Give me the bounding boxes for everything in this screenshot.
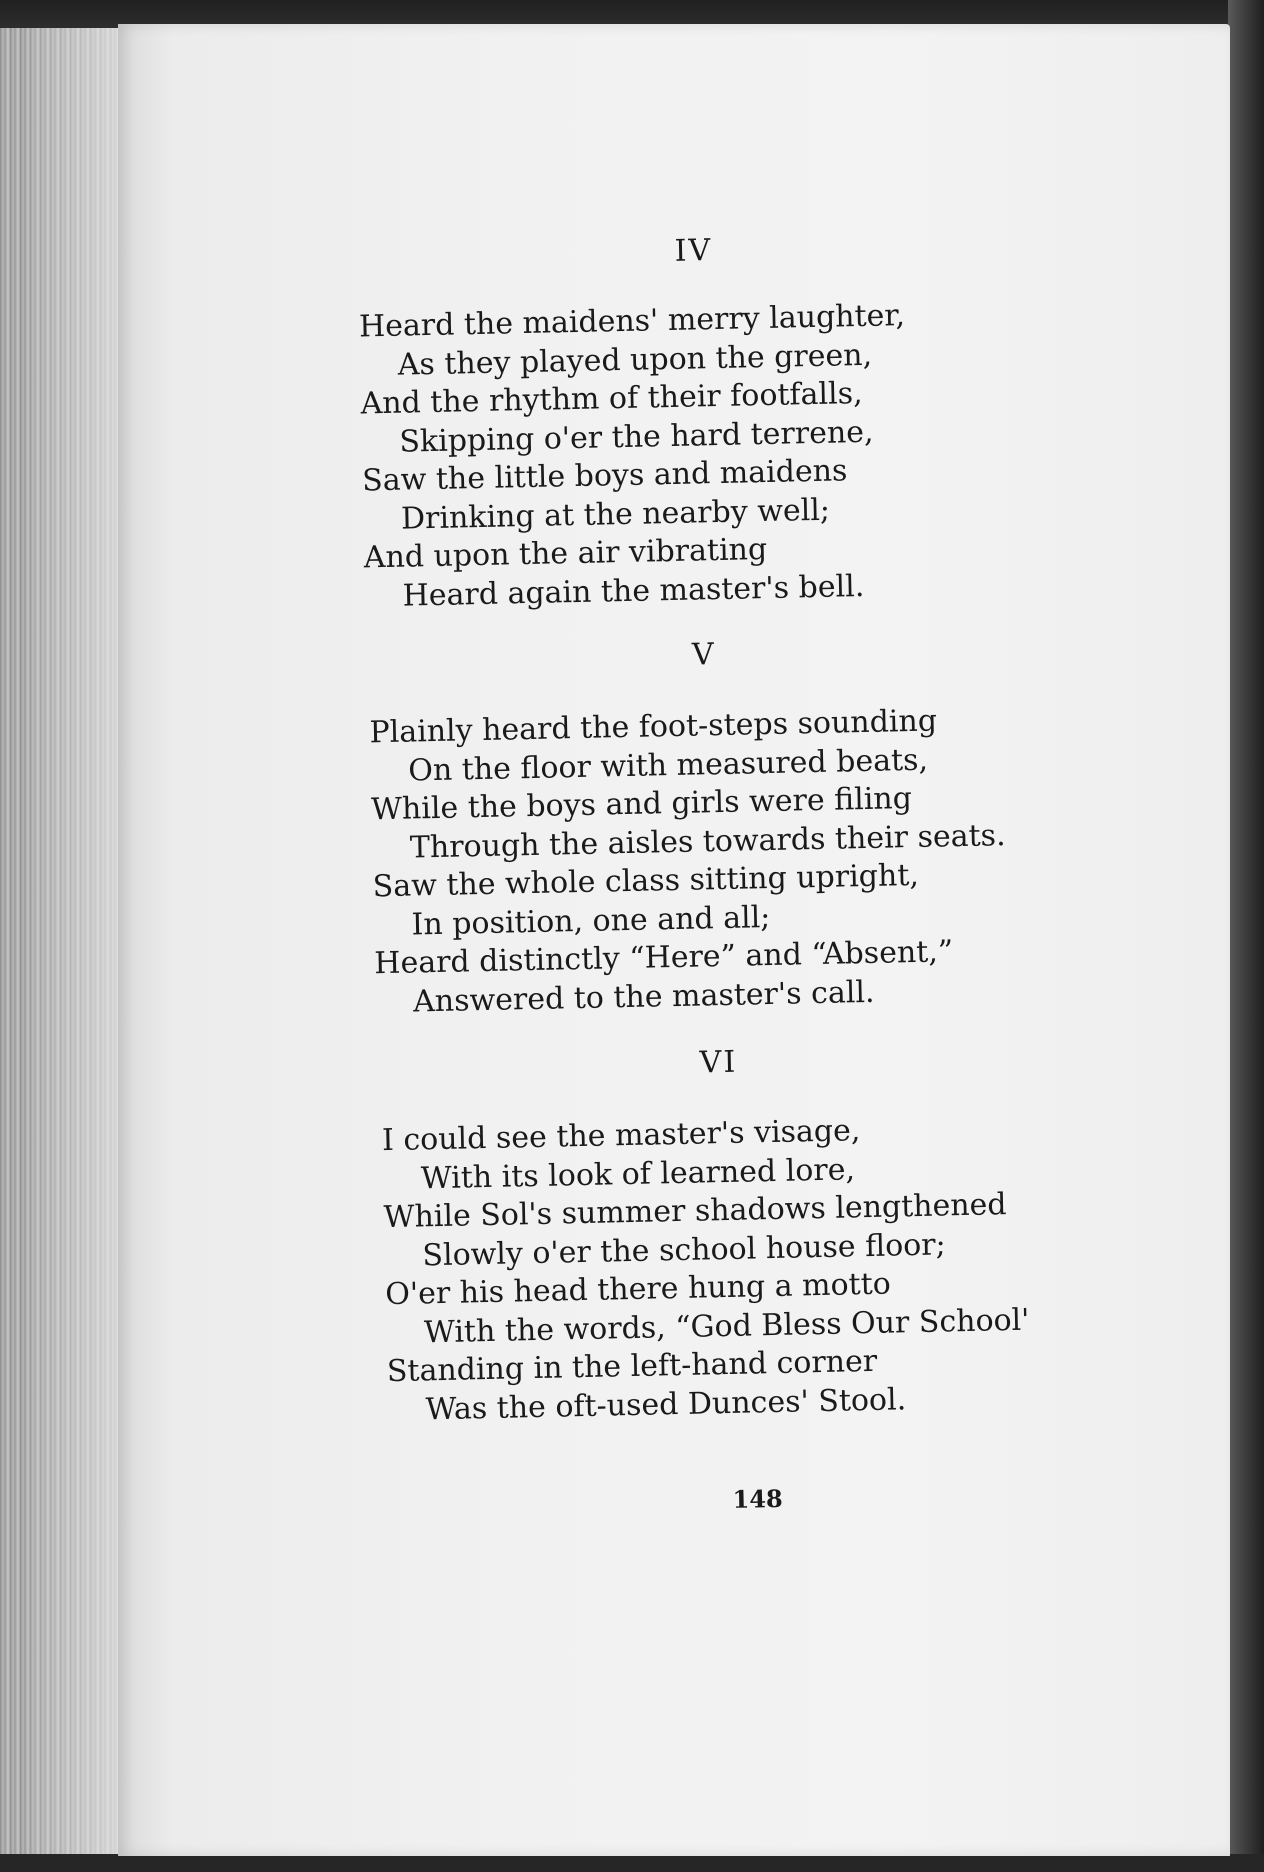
stanza-vi	[382, 1109, 1032, 1430]
poem-line: Answered to the master's call.	[412, 974, 875, 1019]
poem-line: Through the aisles towards their seats.	[409, 817, 1006, 866]
book-page	[118, 24, 1230, 1856]
stanza-v	[369, 701, 1009, 1022]
poem-line: And upon the air vibrating	[363, 531, 768, 576]
poem-line: As they played upon the green,	[397, 337, 873, 383]
poem-line: I could see the master's visage,	[381, 1113, 861, 1159]
poem-line: In position, one and all;	[411, 899, 771, 943]
poem-line: Drinking at the nearby well;	[400, 492, 831, 537]
poem-line: Slowly o'er the school house floor;	[422, 1226, 947, 1273]
poem-line: While Sol's summer shadows lengthened	[383, 1187, 1007, 1236]
poem-line: With the words, “God Bless Our School'	[423, 1302, 1030, 1350]
poem-line: Saw the little boys and maidens	[361, 453, 848, 499]
stanza-iv	[359, 297, 911, 616]
stanza-numeral-v: V	[691, 637, 717, 673]
poem-line: Was the oft-used Dunces' Stool.	[425, 1381, 907, 1427]
poem	[101, 13, 1251, 1868]
poem-line: And the rhythm of their footfalls,	[360, 375, 863, 422]
poem-line: While the boys and girls were filing	[370, 781, 913, 828]
page-number: 148	[732, 1483, 783, 1514]
poem-line: Standing in the left-hand corner	[386, 1343, 878, 1390]
poem-line: Saw the whole class sitting upright,	[372, 857, 920, 905]
poem-line: Skipping o'er the hard terrene,	[399, 414, 874, 460]
poem-line: Heard again the master's bell.	[402, 568, 865, 614]
poem-line: Plainly heard the foot-steps sounding	[369, 703, 938, 751]
stanza-numeral-vi: VI	[699, 1044, 738, 1081]
poem-line: Heard distinctly “Here” and “Absent,”	[373, 934, 954, 982]
poem-line: On the floor with measured beats,	[407, 742, 929, 789]
poem-line: O'er his head there hung a motto	[384, 1266, 892, 1313]
stanza-numeral-iv: IV	[674, 233, 713, 269]
poem-line: With its look of learned lore,	[420, 1151, 856, 1196]
poem-line: Heard the maidens' merry laughter,	[358, 298, 906, 345]
